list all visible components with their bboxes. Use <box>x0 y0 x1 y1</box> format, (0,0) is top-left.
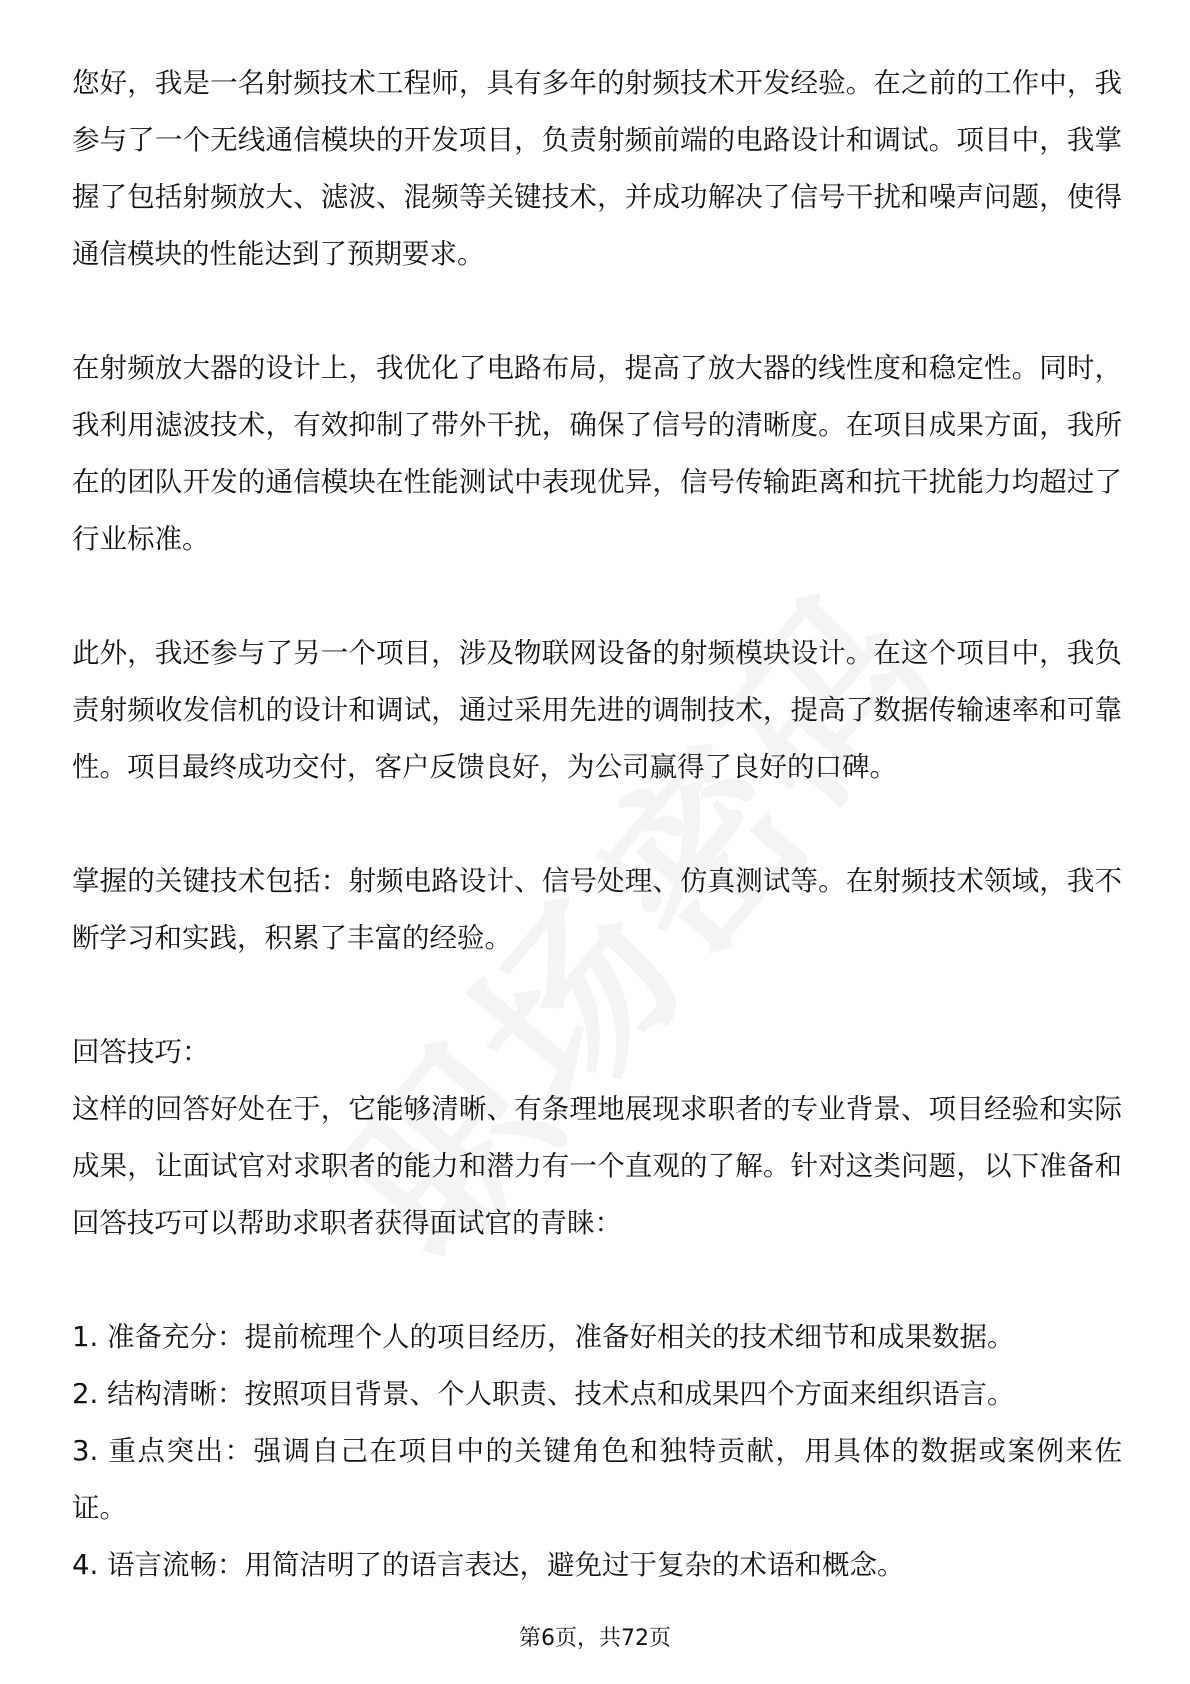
tip-item: 1. 准备充分：提前梳理个人的项目经历，准备好相关的技术细节和成果数据。 <box>72 1321 1015 1353</box>
tip-item: 3. 重点突出：强调自己在项目中的关键角色和独特贡献，用具体的数据或案例来佐证。 <box>72 1435 1122 1524</box>
tip-item: 2. 结构清晰：按照项目背景、个人职责、技术点和成果四个方面来组织语言。 <box>72 1378 1015 1410</box>
tips-intro: 这样的回答好处在于，它能够清晰、有条理地展现求职者的专业背景、项目经验和实际成果，让面试官对求职者的能力和潜力有一个直观的了解。针对这类问题，以下准备和回答技巧可以帮助求职者获得面试官的青睐： <box>72 1093 1122 1239</box>
tip-item: 4. 语言流畅：用简洁明了的语言表达，避免过于复杂的术语和概念。 <box>72 1549 905 1581</box>
page-indicator: 第6页，共72页 <box>519 1626 671 1651</box>
paragraph-amplifier: 在射频放大器的设计上，我优化了电路布局，提高了放大器的线性度和稳定性。同时，我利用滤波技术，有效抑制了带外干扰，确保了信号的清晰度。在项目成果方面，我所在的团队开发的通信模块在性能测试中表现优异，信号传输距离和抗干扰能力均超过了行业标准。 <box>72 352 1122 555</box>
paragraph-iot-project: 此外，我还参与了另一个项目，涉及物联网设备的射频模块设计。在这个项目中，我负责射频收发信机的设计和调试，通过采用先进的调制技术，提高了数据传输速率和可靠性。项目最终成功交付，客户反馈良好，为公司赢得了良好的口碑。 <box>72 637 1122 783</box>
tips-heading: 回答技巧： <box>72 1036 210 1068</box>
paragraph-key-tech: 掌握的关键技术包括：射频电路设计、信号处理、仿真测试等。在射频技术领域，我不断学习和实践，积累了丰富的经验。 <box>72 865 1122 954</box>
paragraph-intro: 您好，我是一名射频技术工程师，具有多年的射频技术开发经验。在之前的工作中，我参与了一个无线通信模块的开发项目，负责射频前端的电路设计和调试。项目中，我掌握了包括射频放大、滤波、混频等关键技术，并成功解决了信号干扰和噪声问题，使得通信模块的性能达到了预期要求。 <box>72 67 1122 270</box>
document-body <box>72 55 1122 1594</box>
